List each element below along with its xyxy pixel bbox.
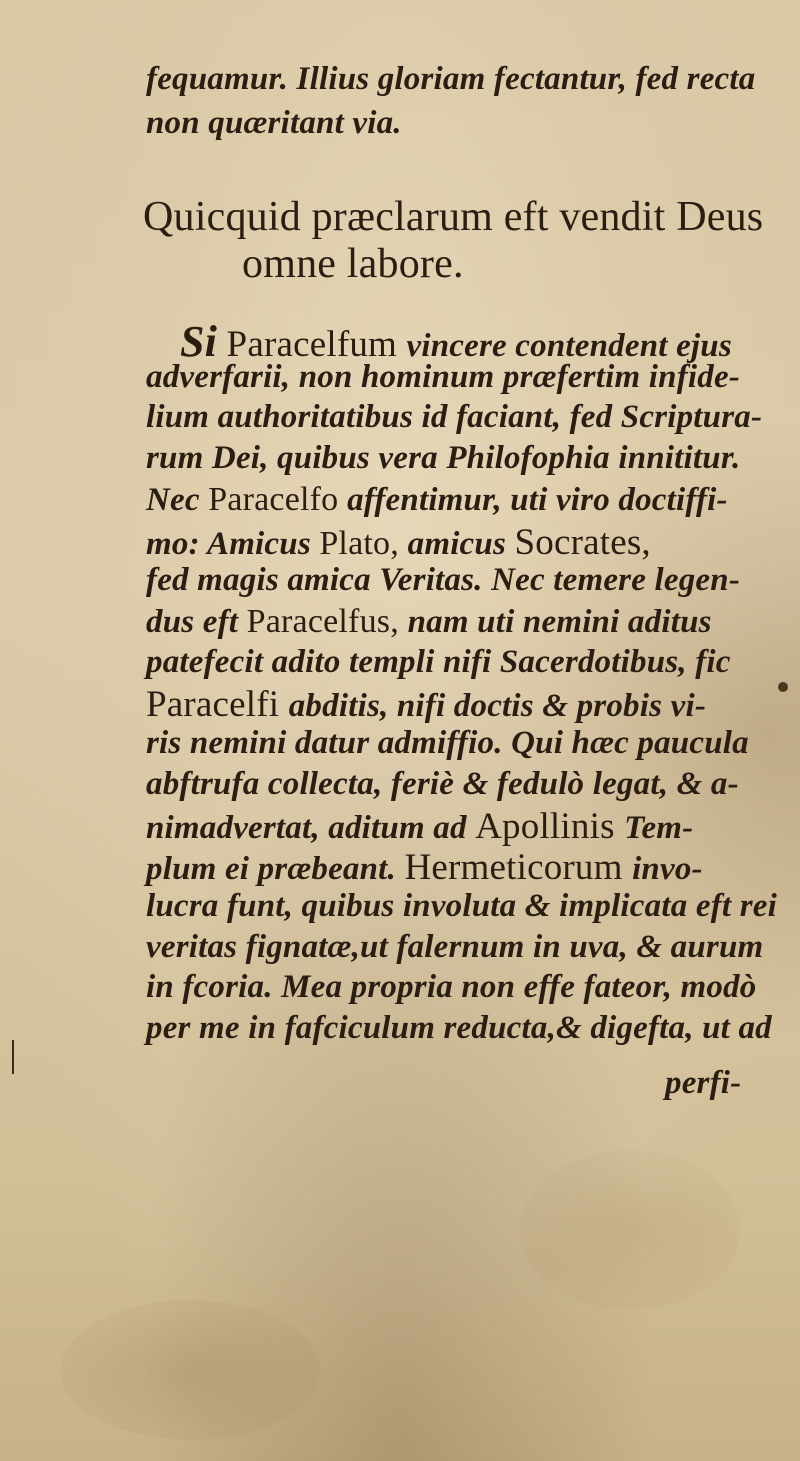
text-segment: Paracelfi (146, 684, 289, 726)
motto-heading-line-1: Quicquid præclarum eft vendit Deus (143, 194, 764, 240)
text-segment: Nec (146, 481, 209, 518)
text-segment: dus eft (146, 603, 247, 640)
paper-stain (520, 1150, 740, 1310)
text-segment: plum ei præbeant. (146, 851, 405, 888)
text-segment: rum Dei, quibus vera Philofophia innititur. (146, 440, 741, 477)
text-segment: lium authoritatibus id faciant, fed Scriptura- (146, 399, 763, 436)
paper-stain (60, 1300, 320, 1440)
paragraph-line (146, 1009, 772, 1046)
text-segment: nimadvertat, aditum ad (146, 810, 476, 847)
text-segment: Si (180, 317, 218, 366)
paragraph-line (146, 602, 712, 640)
motto-heading-line-2: omne labore. (242, 241, 464, 287)
text-line-1 (146, 63, 755, 96)
text-line-2 (146, 107, 402, 140)
text-segment: Illius gloriam fectantur, fed recta (288, 61, 756, 97)
paragraph-line (146, 727, 749, 760)
text-segment: Socrates, (514, 521, 651, 563)
paragraph-line (146, 847, 703, 889)
text-segment: vincere contendent ejus (406, 328, 732, 364)
paragraph-line (146, 401, 762, 434)
paragraph-line (146, 806, 694, 848)
paragraph-line (146, 684, 707, 726)
text-segment: nam uti nemini aditus (407, 603, 712, 640)
text-segment: abftrufa collecta, feriè & fedulò legat, & a- (146, 765, 739, 802)
paragraph-line (146, 971, 756, 1004)
paragraph-line (146, 928, 764, 965)
text-segment: patefecit adito templi nifi Sacerdotibus, fic (146, 643, 731, 680)
paragraph-line (146, 643, 731, 680)
paragraph-line (146, 480, 728, 518)
text-segment: affentimur, uti viro doctiffi- (347, 481, 728, 518)
text-segment: ris nemini datur admiffio. Qui hæc paucula (146, 725, 749, 761)
text-segment: invo- (632, 851, 703, 888)
text-segment: abditis, nifi doctis & probis vi- (288, 688, 707, 725)
margin-rule-mark (12, 1040, 14, 1074)
text-segment: in fcoria. Mea propria non effe fateor, modò (146, 969, 757, 1006)
paragraph-line (146, 521, 651, 563)
text-segment: adverfarii, non hominum præfertim infide- (146, 358, 740, 395)
paragraph-line (146, 887, 777, 924)
text-segment: Paracelfum (217, 324, 407, 365)
text-segment: mo: Amicus (146, 525, 320, 562)
text-segment: Plato, (319, 524, 408, 562)
paragraph-line (180, 317, 732, 366)
text-segment: non quæritant via. (146, 105, 402, 141)
text-segment: Hermeticorum (404, 847, 633, 889)
text-segment: Paracelfus, (246, 602, 408, 640)
paragraph-line (146, 358, 740, 395)
text-segment: lucra funt, quibus involuta & implicata eft rei (146, 887, 777, 924)
text-segment: amicus (407, 525, 515, 562)
text-segment: veritas fignatæ,ut falernum in uva, & aurum (146, 928, 764, 965)
text-segment: Apollinis (475, 806, 625, 848)
catchword: perfi- (665, 1065, 742, 1101)
text-segment: Tem- (624, 810, 694, 847)
paragraph-line (146, 442, 741, 475)
text-segment: fequamur. (146, 61, 289, 97)
text-segment: fed magis amica Veritas. Nec temere legen- (146, 562, 741, 599)
margin-dot-mark (778, 682, 788, 692)
text-segment: Paracelfo (208, 480, 348, 518)
paragraph-line (146, 765, 739, 802)
paragraph-line (146, 564, 740, 597)
text-segment: per me in fafciculum reducta,& digefta, ut ad (146, 1009, 772, 1046)
